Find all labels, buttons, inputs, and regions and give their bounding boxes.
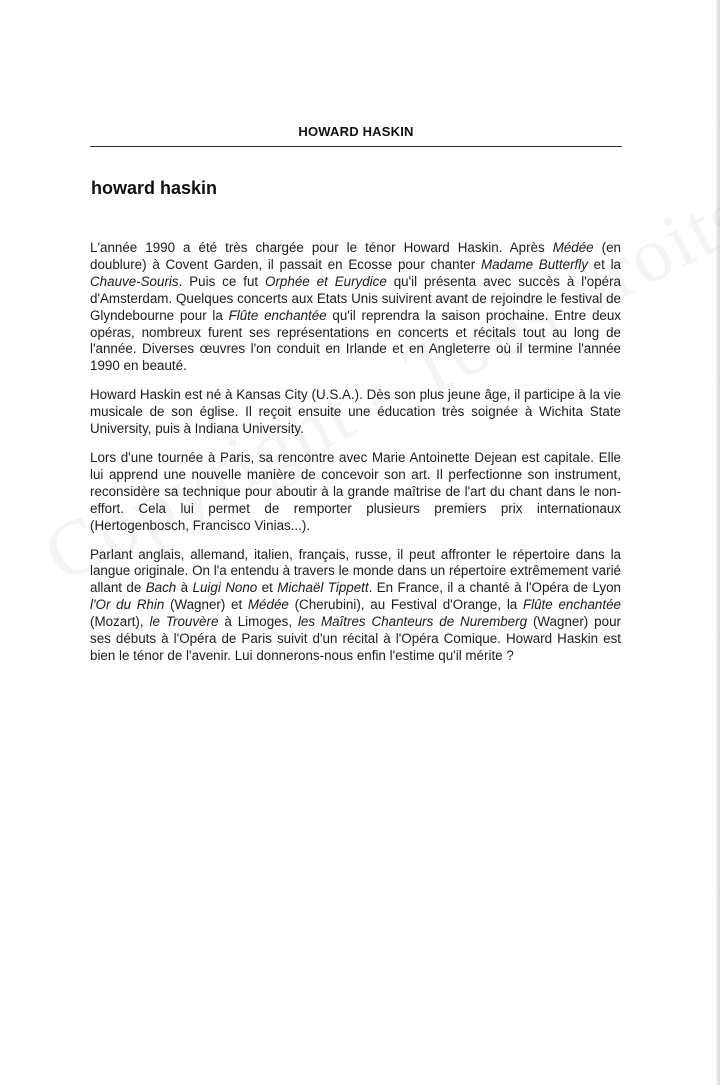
header-rule <box>90 146 622 147</box>
text-run: (Cherubini), au Festival d'Orange, la <box>288 597 523 613</box>
text-run: (Wagner) et <box>164 597 248 613</box>
page-edge <box>716 0 720 1085</box>
italic-title: le Trouvère <box>149 614 219 630</box>
text-run: . Puis ce fut <box>178 273 266 289</box>
italic-title: Luigi Nono <box>192 580 258 596</box>
italic-title: l'Or du Rhin <box>90 597 165 613</box>
text-run: à Limoges, <box>218 614 298 630</box>
italic-title: les Maîtres Chanteurs de Nuremberg <box>297 614 528 630</box>
text-run: L'année 1990 a été très chargée pour le ténor Howard Haskin. Après <box>90 240 553 255</box>
text-run: Parlant anglais, allemand, italien, français, russe, il peut affronter le répertoire dans la langue originale. On l'a entendu à travers le monde dans un répertoire extrêmement varié allant de <box>90 546 621 596</box>
text-run: Lors d'une tournée à Paris, sa rencontre avec Marie Antoinette Dejean est capitale. Elle lui apprend une nouvelle manière de concevoir son art. Il perfectionne son instrument, reconsidère sa technique pour aboutir à la grande maîtrise de l'art du chant dans le non-effort. Cela lui permet de remporter plusieurs premiers prix internationaux (Hertogenbosch, Francisco Vinias...). <box>90 449 621 533</box>
text-run: qu'il présenta avec succès à l'opéra d'Amsterdam. Quelques concerts aux Etats Unis suivirent avant de rejoindre le festival de Glyndebourne pour la <box>90 273 621 323</box>
text-run: et <box>257 580 278 596</box>
text-run: qu'il reprendra la saison prochaine. Entre deux opéras, nombreux furent ses représentations en concerts et récitals tout au long de l'année. Diverses œuvres l'on conduit en Irlande et en Angleterre où il termine l'année 1990 en beauté. <box>90 307 621 374</box>
italic-title: Michaël Tippett <box>277 580 369 596</box>
italic-title: Bach <box>145 580 177 596</box>
paragraph-2 <box>90 387 621 438</box>
paragraph-4 <box>90 547 621 665</box>
text-run: (Wagner) pour ses débuts à l'Opéra de Paris suivit d'un récital à l'Opéra Comique. Howard Haskin est bien le ténor de l'avenir. Lui donnerons-nous enfin l'estime qu'il mérite ? <box>90 614 621 663</box>
article-title: howard haskin <box>91 178 218 198</box>
text-run: (en doublure) à Covent Garden, il passait en Ecosse pour chanter <box>90 240 622 272</box>
text-run: Howard Haskin est né à Kansas City (U.S.A.). Dès son plus jeune âge, il participe à la vie musicale de son église. Il reçoit ensuite une éducation très soignée à Wichita State University, puis à Indiana University. <box>90 387 621 437</box>
running-header-title: HOWARD HASKIN <box>298 124 414 139</box>
text-run: (Mozart), <box>90 614 150 630</box>
italic-title: Orphée et Eurydice <box>265 273 387 289</box>
italic-title: Chauve-Souris <box>90 273 179 289</box>
text-run: à <box>176 580 193 596</box>
paragraph-3 <box>90 450 621 535</box>
text-run: et la <box>587 256 622 272</box>
italic-title: Madame Butterfly <box>480 256 588 272</box>
paragraph-1 <box>90 240 621 375</box>
italic-title: Médée <box>552 240 594 255</box>
text-run: . En France, il a chanté à l'Opéra de Lyon <box>368 580 621 596</box>
italic-title: Médée <box>247 597 289 613</box>
italic-title: Flûte enchantée <box>522 597 621 613</box>
article-body <box>90 240 621 677</box>
italic-title: Flûte enchantée <box>228 307 327 323</box>
